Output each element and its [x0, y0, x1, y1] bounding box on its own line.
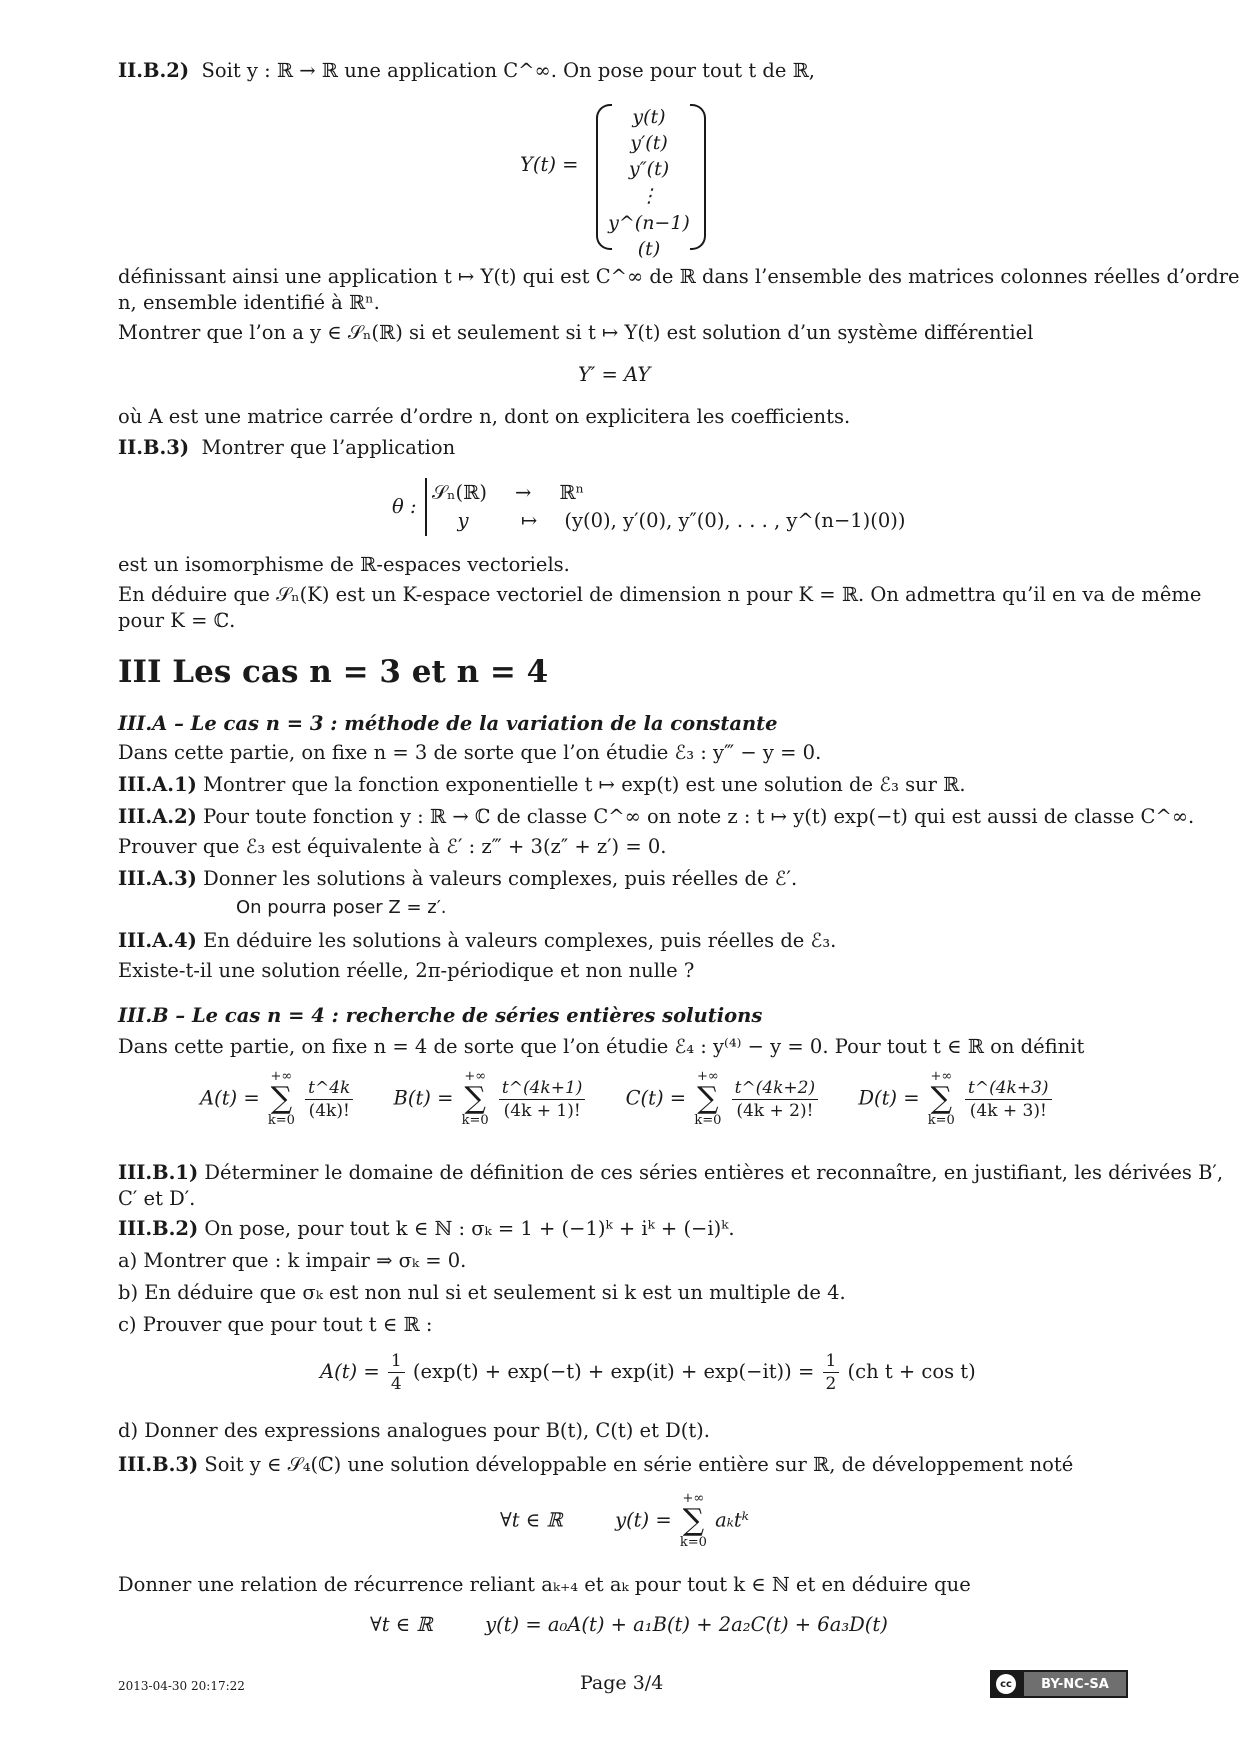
question-IIIB3 [118, 1452, 1073, 1478]
system-equation: Y′ = AY [578, 363, 651, 386]
paragraph-line: où A est une matrice carrée d’ordre n, dont on explicitera les coefficients. [118, 405, 851, 428]
question-text: On pose, pour tout k ∈ ℕ : σₖ = 1 + (−1)ᵏ + iᵏ + (−i)ᵏ. [204, 1217, 735, 1240]
subquestion-a: a) Montrer que : k impair ⇒ σₖ = 0. [118, 1249, 467, 1272]
paragraph-line: Existe-t-il une solution réelle, 2π-périodique et non nulle ? [118, 959, 695, 982]
vector-entry: y^(n−1)(t) [608, 212, 690, 260]
paragraph-line: Dans cette partie, on fixe n = 3 de sorte que l’on étudie ℰ₃ : y‴ − y = 0. [118, 741, 822, 764]
question-IIIA1 [118, 772, 966, 798]
map-row-1 [432, 480, 584, 506]
map-bar [425, 478, 427, 536]
series-lhs: D(t) = [858, 1086, 920, 1110]
question-IIB3-intro [118, 435, 455, 461]
series-definitions [200, 1070, 1054, 1128]
series-fraction: $\frac{t\^{}4k}{(4k)!}$ [305, 1077, 353, 1122]
question-label: III.A.1) [118, 773, 197, 796]
series-C [626, 1070, 821, 1128]
question-label: II.B.3) [118, 436, 190, 459]
question-text: Montrer que la fonction exponentielle t ↦ exp(t) est une solution de ℰ₃ sur ℝ. [203, 773, 966, 796]
series-lhs: A(t) = [200, 1086, 260, 1110]
subsection-heading: III.B – Le cas n = 4 : recherche de séries entières solutions [118, 1004, 763, 1027]
question-label: III.B.3) [118, 1453, 199, 1476]
subquestion-b: b) En déduire que σₖ est non nul si et seulement si k est un multiple de 4. [118, 1281, 846, 1304]
subsection-heading: III.A – Le cas n = 3 : méthode de la variation de la constante [118, 712, 778, 735]
vector-lhs: Y(t) = [520, 153, 579, 176]
equation-lhs: y(t) = [615, 1508, 672, 1532]
paragraph-line: Donner une relation de récurrence reliant aₖ₊₄ et aₖ pour tout k ∈ ℕ et en déduire que [118, 1573, 971, 1596]
equation-series-y [500, 1492, 749, 1550]
series-term: aₖtᵏ [715, 1508, 749, 1532]
vector-entry: ⋮ [639, 185, 659, 207]
map-variable: y [457, 509, 469, 532]
map-domain: 𝒮ₙ(ℝ) [432, 481, 487, 504]
question-label: II.B.2) [118, 59, 190, 82]
question-IIIA3 [118, 866, 797, 892]
column-vector [604, 104, 694, 262]
question-text: En déduire les solutions à valeurs complexes, puis réelles de ℰ₃. [203, 929, 837, 952]
paragraph-line: définissant ainsi une application t ↦ Y(t) qui est C^∞ de ℝ dans l’ensemble des matrices colonnes réelles d’ordre [118, 265, 1240, 288]
paragraph-line: C′ et D′. [118, 1187, 196, 1210]
vector-entry: y(t) [632, 106, 666, 128]
paragraph-line: En déduire que 𝒮ₙ(K) est un K-espace vectoriel de dimension n pour K = ℝ. On admettra qu’il en va de même [118, 583, 1202, 606]
equation-A [320, 1350, 976, 1395]
fraction-half: $\frac{1}{2}$ [823, 1350, 840, 1395]
series-B [394, 1070, 588, 1128]
question-IIB2-intro [118, 58, 815, 84]
question-text: Soit y ∈ 𝒮₄(ℂ) une solution développable en série entière sur ℝ, de développement noté [204, 1453, 1074, 1476]
equation-final [370, 1612, 888, 1638]
equation-body: y(t) = a₀A(t) + a₁B(t) + 2a₂C(t) + 6a₃D(t) [485, 1613, 888, 1636]
map-image: (y(0), y′(0), y″(0), . . . , y^(n−1)(0)) [564, 509, 906, 532]
equation-end: (ch t + cos t) [847, 1360, 976, 1383]
map-arrow: → [514, 481, 532, 504]
paragraph-line: Dans cette partie, on fixe n = 4 de sorte que l’on étudie ℰ₄ : y⁽⁴⁾ − y = 0. Pour tout t ∈ ℝ on définit [118, 1035, 1085, 1058]
series-fraction: $\frac{t\^{}(4k+1)}{(4k + 1)!}$ [499, 1077, 586, 1122]
sum-symbol: +∞ ∑ k=0 [267, 1069, 295, 1128]
fraction-quarter: $\frac{1}{4}$ [388, 1350, 405, 1395]
vector-entry: y′(t) [630, 132, 668, 154]
sum-symbol: +∞ ∑ k=0 [679, 1491, 707, 1550]
footer-date: 2013-04-30 20:17:22 [118, 1679, 245, 1693]
map-codomain: ℝⁿ [559, 481, 585, 504]
forall-clause: ∀t ∈ ℝ [500, 1508, 563, 1532]
question-IIIB1 [118, 1160, 1223, 1186]
question-label: III.B.1) [118, 1161, 199, 1184]
license-badge[interactable] [990, 1670, 1128, 1698]
equation-lhs: A(t) = [320, 1360, 380, 1383]
question-IIIB2 [118, 1216, 735, 1242]
question-text: Montrer que l’application [201, 436, 456, 459]
question-IIIA2 [118, 804, 1194, 830]
question-label: III.B.2) [118, 1217, 199, 1240]
question-label: III.A.2) [118, 805, 197, 828]
paragraph-line: Montrer que l’on a y ∈ 𝒮ₙ(ℝ) si et seulement si t ↦ Y(t) est solution d’un système différentiel [118, 321, 1034, 344]
subquestion-c: c) Prouver que pour tout t ∈ ℝ : [118, 1313, 433, 1336]
hint-text: On pourra poser Z = z′. [236, 897, 447, 918]
sum-symbol: +∞ ∑ k=0 [694, 1069, 722, 1128]
paragraph-line: pour K = ℂ. [118, 609, 236, 632]
question-label: III.A.3) [118, 867, 197, 890]
series-lhs: C(t) = [625, 1086, 687, 1110]
series-fraction: $\frac{t\^{}(4k+3)}{(4k + 3)!}$ [965, 1077, 1052, 1122]
question-label: III.A.4) [118, 929, 197, 952]
series-D [858, 1070, 1053, 1128]
question-text: Soit y : ℝ → ℝ une application C^∞. On pose pour tout t de ℝ, [201, 59, 815, 82]
question-IIIA4 [118, 928, 836, 954]
series-fraction: $\frac{t\^{}(4k+2)}{(4k + 2)!}$ [732, 1077, 819, 1122]
map-arrow: ↦ [521, 509, 538, 532]
paragraph-line: est un isomorphisme de ℝ-espaces vectoriels. [118, 553, 570, 576]
vector-entry: y″(t) [628, 158, 670, 180]
sum-symbol: +∞ ∑ k=0 [927, 1069, 955, 1128]
question-text: Pour toute fonction y : ℝ → ℂ de classe C^∞ on note z : t ↦ y(t) exp(−t) qui est aussi de classe C^∞. [203, 805, 1195, 828]
question-text: Donner les solutions à valeurs complexes, puis réelles de ℰ′. [203, 867, 798, 890]
paragraph-line: n, ensemble identifié à ℝⁿ. [118, 291, 380, 314]
paragraph-line: Prouver que ℰ₃ est équivalente à ℰ′ : z‴ + 3(z″ + z′) = 0. [118, 835, 667, 858]
equation-middle: (exp(t) + exp(−t) + exp(it) + exp(−it)) = [412, 1360, 815, 1383]
license-text: BY-NC-SA [1024, 1672, 1126, 1696]
subquestion-d: d) Donner des expressions analogues pour B(t), C(t) et D(t). [118, 1419, 710, 1442]
series-lhs: B(t) = [393, 1086, 454, 1110]
right-paren [690, 104, 706, 250]
section-title: III Les cas n = 3 et n = 4 [118, 654, 549, 690]
map-row-2 [432, 508, 906, 534]
forall-clause: ∀t ∈ ℝ [370, 1613, 433, 1636]
cc-icon: cc [996, 1674, 1016, 1694]
question-text: Déterminer le domaine de définition de ces séries entières et reconnaître, en justifiant, les dérivées B′, [204, 1161, 1224, 1184]
theta-label: θ : [392, 495, 417, 518]
sum-symbol: +∞ ∑ k=0 [461, 1069, 489, 1128]
series-A [200, 1070, 355, 1128]
page-number: Page 3/4 [580, 1672, 664, 1694]
